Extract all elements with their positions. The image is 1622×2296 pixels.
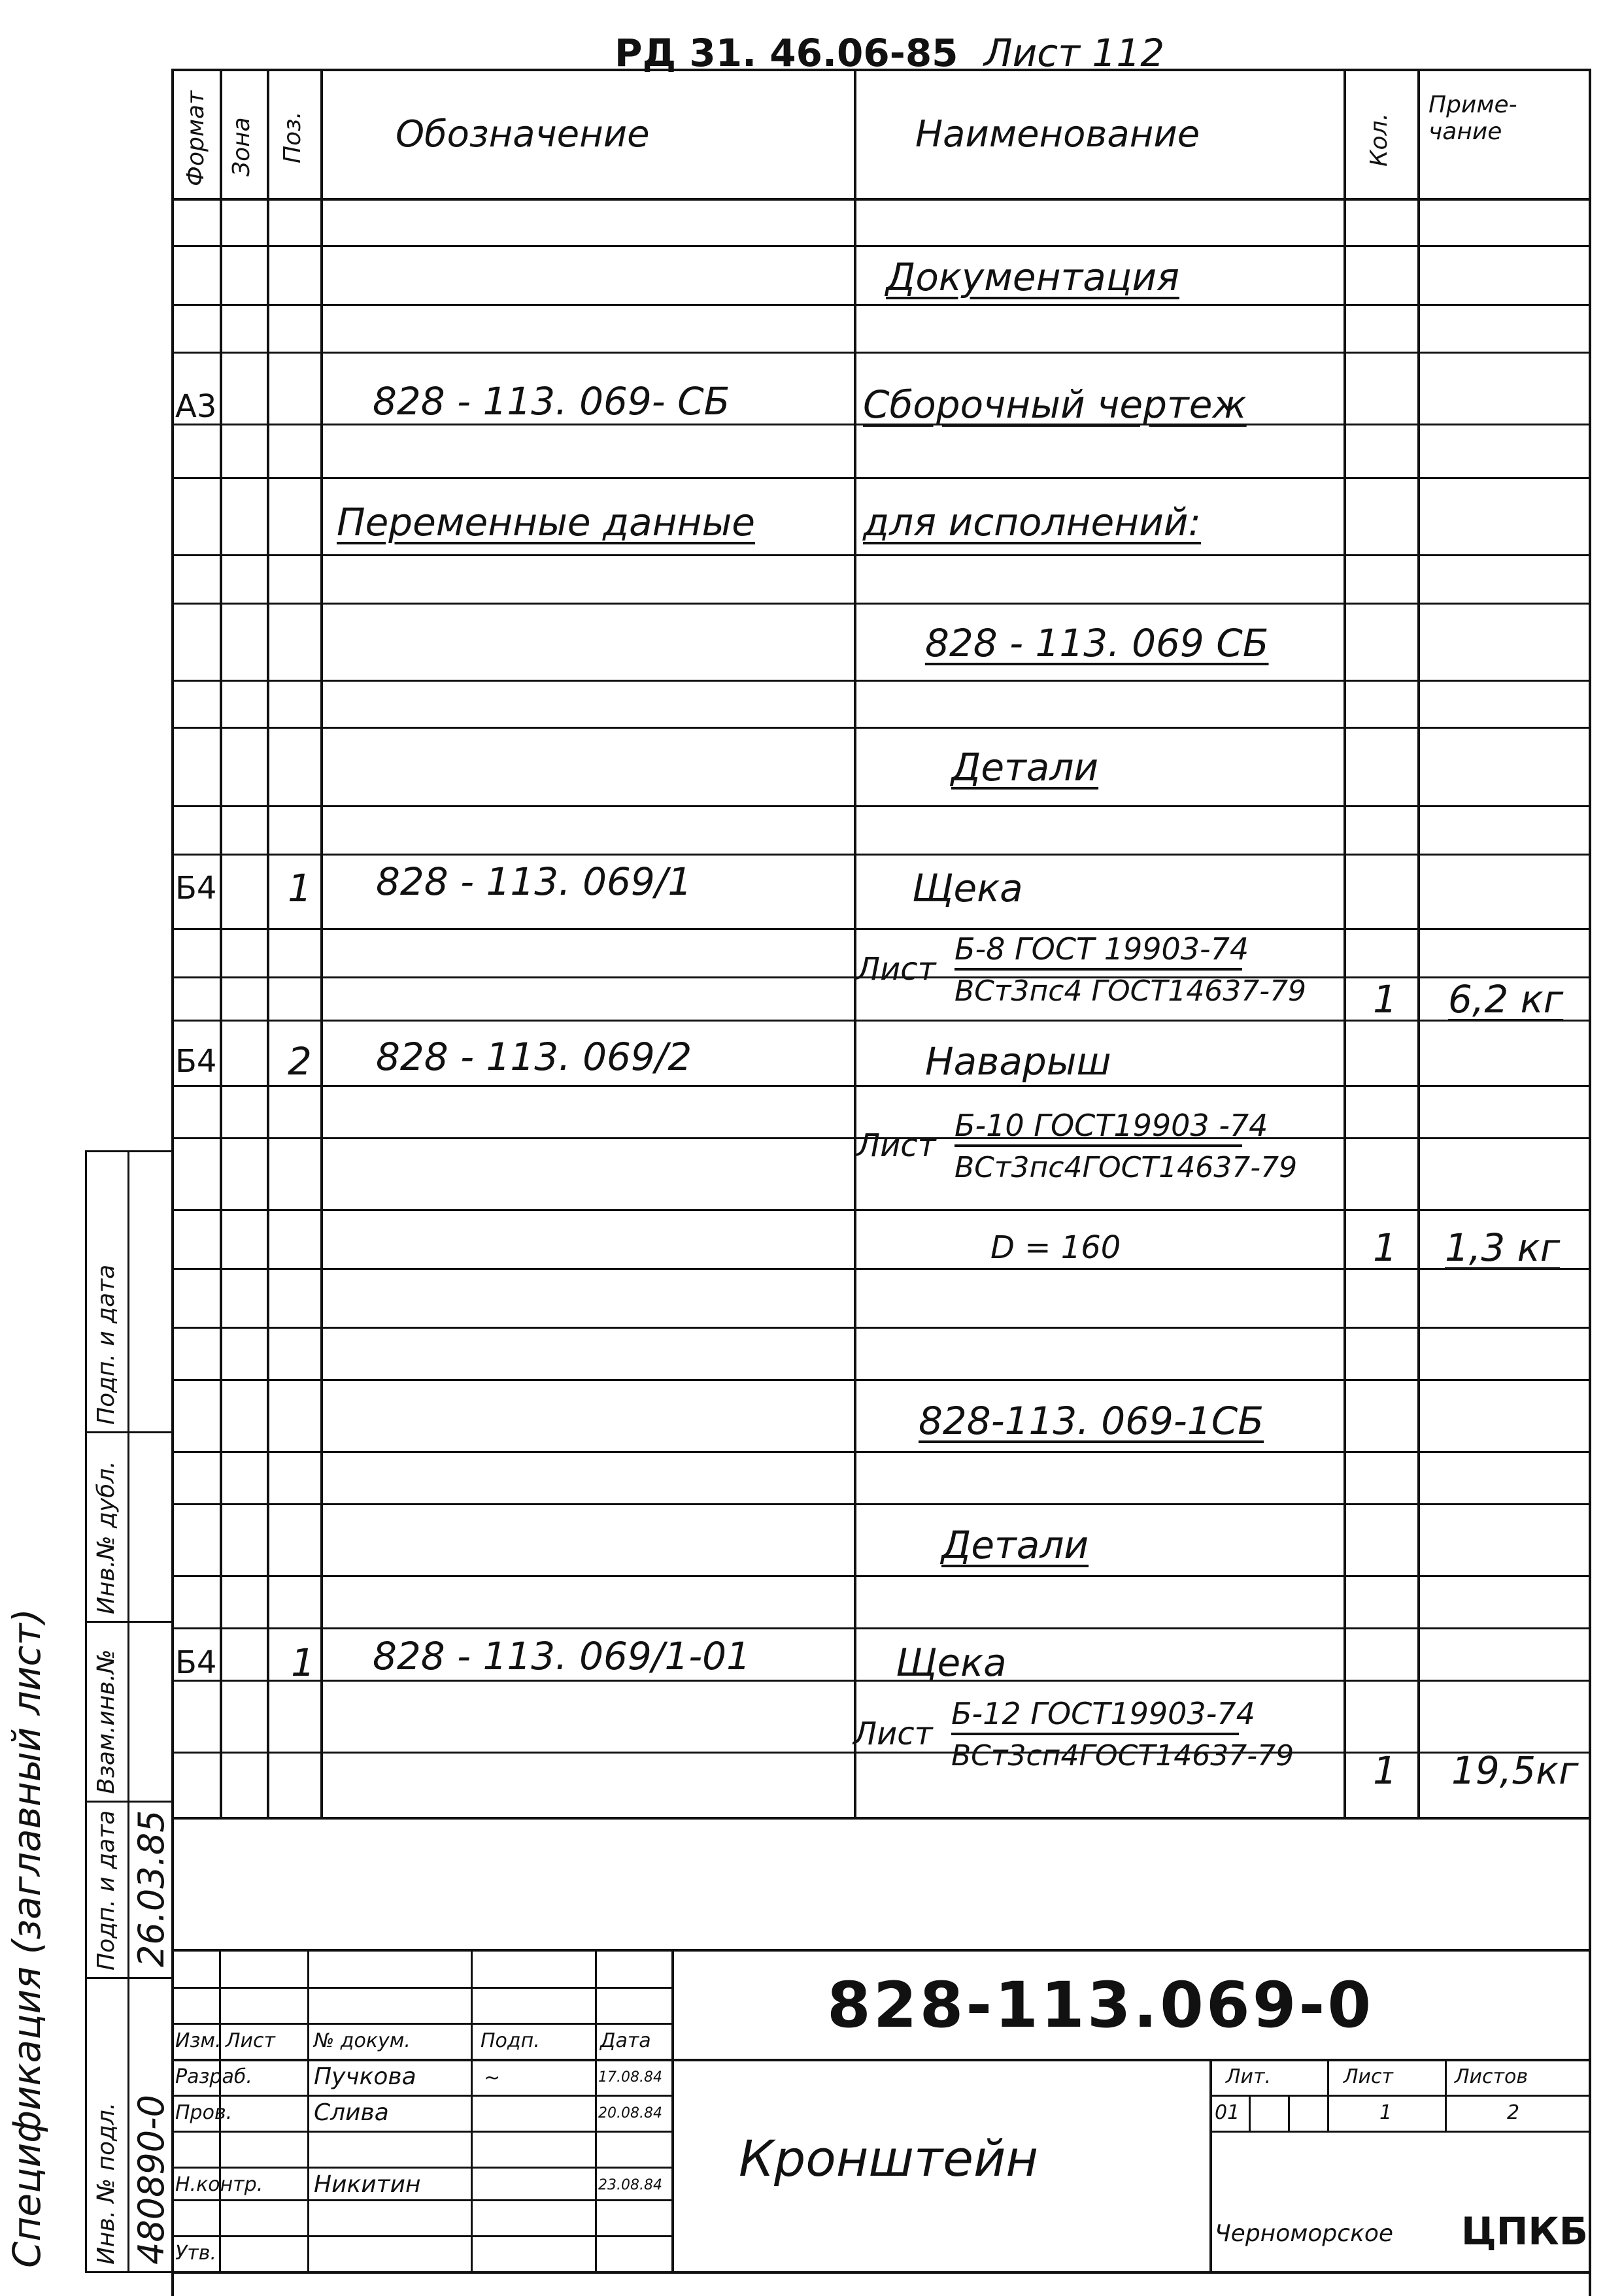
drawing-title: Кронштейн <box>739 2129 1039 2188</box>
sheet-value: 1 <box>1379 2101 1393 2124</box>
col-izm-label: Изм. <box>175 2029 222 2052</box>
p2-format: Б4 <box>175 1043 217 1080</box>
p3-name: Щека <box>896 1640 1007 1685</box>
sheets-value: 2 <box>1507 2101 1520 2124</box>
col-date-label: Дата <box>600 2029 651 2052</box>
signature-developer: ~ <box>484 2067 501 2089</box>
lit-value: 01 <box>1215 2101 1240 2124</box>
p1-note: 6,2 кг <box>1448 977 1564 1022</box>
p1-name: Щека <box>912 866 1023 910</box>
inv-dubl-label: Инв.№ дубл. <box>93 1461 120 1614</box>
p2-dimension: D = 160 <box>990 1229 1121 1266</box>
p3-format: Б4 <box>175 1644 217 1681</box>
name-norm-control: Никитин <box>314 2171 421 2198</box>
date-value: 26.03.85 <box>131 1810 172 1967</box>
side-stamp-caption: Спецификация (заглавный лист) <box>5 1608 49 2268</box>
podp-date-label-2: Подп. и дата <box>93 1264 120 1425</box>
col-list-label: Лист <box>226 2029 276 2052</box>
section-parts-1: Детали <box>951 745 1099 790</box>
p1-format: Б4 <box>175 870 217 907</box>
col-sign-label: Подп. <box>481 2029 540 2052</box>
col-designation-header: Обозначение <box>396 113 650 156</box>
p3-note: 19,5кг <box>1451 1748 1579 1793</box>
p2-note: 1,3 кг <box>1445 1225 1561 1270</box>
document-number: 828-113.069-0 <box>827 1969 1374 2042</box>
doc1-format: А3 <box>175 388 217 425</box>
sheets-label: Листов <box>1455 2065 1529 2088</box>
role-checker: Пров. <box>175 2101 233 2124</box>
col-name-header: Наименование <box>915 113 1200 156</box>
date-developer: 17.08.84 <box>598 2069 662 2086</box>
col-zone-header: Зона <box>228 117 255 176</box>
col-format-header: Формат <box>182 90 209 186</box>
p3-pos: 1 <box>291 1640 315 1685</box>
sheet-label: Лист <box>1343 2065 1394 2088</box>
role-developer: Разраб. <box>175 2065 252 2088</box>
col-note-header: Приме-чание <box>1428 92 1517 146</box>
document-code: РД 31. 46.06-85 <box>615 31 958 75</box>
p2-designation: 828 - 113. 069/2 <box>376 1035 692 1079</box>
variant2-designation: 828-113. 069-1СБ <box>919 1399 1264 1443</box>
col-qty-header: Кол. <box>1366 112 1393 167</box>
variant1-designation: 828 - 113. 069 СБ <box>925 621 1269 665</box>
date-checker: 20.08.84 <box>598 2105 662 2121</box>
col-docnum-label: № докум. <box>314 2029 411 2052</box>
name-checker: Слива <box>314 2099 389 2126</box>
col-pos-header: Поз. <box>279 111 306 163</box>
vzam-inv-label: Взам.инв.№ <box>93 1649 120 1794</box>
p2-name: Наварыш <box>925 1039 1111 1084</box>
organization-prefix: Черноморское <box>1215 2220 1393 2247</box>
role-approve: Утв. <box>175 2242 216 2265</box>
date-norm-control: 23.08.84 <box>598 2177 662 2193</box>
name-developer: Пучкова <box>314 2063 416 2090</box>
inv-podl-label: Инв. № подл. <box>93 2102 120 2265</box>
podp-date-label-1: Подп. и дата <box>93 1810 120 1971</box>
role-norm-control: Н.контр. <box>175 2173 263 2196</box>
p1-qty: 1 <box>1373 977 1397 1022</box>
p3-designation: 828 - 113. 069/1-01 <box>373 1634 751 1678</box>
p2-pos: 2 <box>288 1039 312 1084</box>
sheet-number-label: Лист 112 <box>984 31 1165 75</box>
inv-number-value: 480890-0 <box>131 2095 172 2265</box>
organization-name: ЦПКБ <box>1461 2209 1588 2254</box>
doc1-designation: 828 - 113. 069- СБ <box>373 379 730 424</box>
p2-qty: 1 <box>1373 1225 1397 1270</box>
p3-qty: 1 <box>1373 1748 1397 1793</box>
variable-data-right: для исполнений: <box>863 500 1202 544</box>
p1-designation: 828 - 113. 069/1 <box>376 859 692 904</box>
doc1-name: Сборочный чертеж <box>863 382 1247 427</box>
variable-data-left: Переменные данные <box>337 500 755 544</box>
section-parts-2: Детали <box>941 1523 1089 1567</box>
section-documentation: Документация <box>886 255 1179 299</box>
p1-pos: 1 <box>288 866 312 910</box>
lit-label: Лит. <box>1226 2065 1272 2088</box>
